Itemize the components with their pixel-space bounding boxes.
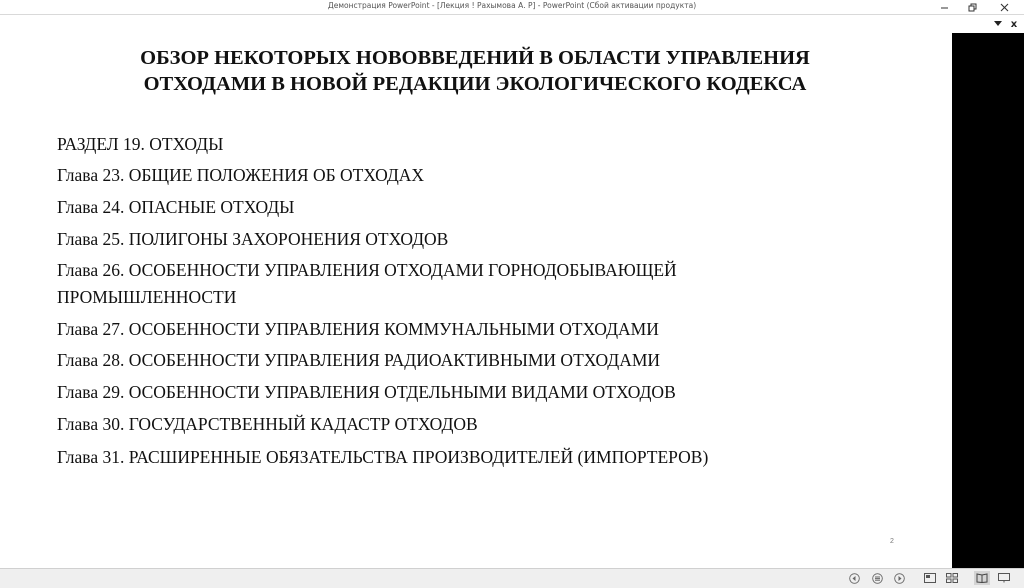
list-item-section-19: РАЗДЕЛ 19. ОТХОДЫ <box>57 134 224 154</box>
list-item-chapter-23: Глава 23. ОБЩИЕ ПОЛОЖЕНИЯ ОБ ОТХОДАХ <box>57 165 425 185</box>
list-item-chapter-29: Глава 29. ОСОБЕННОСТИ УПРАВЛЕНИЯ ОТДЕЛЬНЫМИ ВИДАМИ ОТХОДОВ <box>57 382 676 402</box>
restore-icon[interactable] <box>958 0 986 14</box>
slide-number: 2 <box>890 538 894 545</box>
slide-sorter-icon[interactable] <box>944 571 960 585</box>
reading-view-icon[interactable] <box>974 571 990 585</box>
list-item-chapter-26: Глава 26. ОСОБЕННОСТИ УПРАВЛЕНИЯ ОТХОДАМИ ГОРНОДОБЫВАЮЩЕЙ <box>57 260 677 280</box>
normal-view-icon[interactable] <box>922 571 938 585</box>
list-item-chapter-25: Глава 25. ПОЛИГОНЫ ЗАХОРОНЕНИЯ ОТХОДОВ <box>57 229 449 249</box>
close-icon[interactable] <box>990 0 1018 14</box>
slideshow-close-button[interactable]: x <box>1010 18 1018 30</box>
chevron-down-icon[interactable] <box>990 16 1006 32</box>
list-item-chapter-31: Глава 31. РАСШИРЕННЫЕ ОБЯЗАТЕЛЬСТВА ПРОИЗВОДИТЕЛЕЙ (ИМПОРТЕРОВ) <box>57 447 709 467</box>
slide-title-line-2: ОТХОДАМИ В НОВОЙ РЕДАКЦИИ ЭКОЛОГИЧЕСКОГО КОДЕКСА <box>143 73 807 95</box>
list-item-chapter-28: Глава 28. ОСОБЕННОСТИ УПРАВЛЕНИЯ РАДИОАКТИВНЫМИ ОТХОДАМИ <box>57 350 661 370</box>
window-title: Демонстрация PowerPoint - [Лекция ! Рахымова А. Р] - PowerPoint (Сбой активации продукта) <box>327 1 697 10</box>
slide-canvas <box>0 33 952 568</box>
slide-title <box>60 45 890 97</box>
slideshow-view-icon[interactable] <box>996 571 1012 585</box>
presenter-side-panel <box>952 33 1024 568</box>
status-bar <box>0 568 1024 588</box>
minimize-icon[interactable] <box>930 0 958 14</box>
list-item-chapter-30: Глава 30. ГОСУДАРСТВЕННЫЙ КАДАСТР ОТХОДОВ <box>57 414 478 434</box>
slide-title-line-1: ОБЗОР НЕКОТОРЫХ НОВОВВЕДЕНИЙ В ОБЛАСТИ УПРАВЛЕНИЯ <box>140 47 810 69</box>
list-item-chapter-26-cont: ПРОМЫШЛЕННОСТИ <box>57 287 237 307</box>
window-title-bar <box>0 0 1024 15</box>
list-item-chapter-24: Глава 24. ОПАСНЫЕ ОТХОДЫ <box>57 197 295 217</box>
previous-slide-icon[interactable] <box>846 571 862 585</box>
next-slide-icon[interactable] <box>891 571 907 585</box>
ribbon-strip <box>0 15 1024 33</box>
menu-icon[interactable] <box>869 571 885 585</box>
list-item-chapter-27: Глава 27. ОСОБЕННОСТИ УПРАВЛЕНИЯ КОММУНАЛЬНЫМИ ОТХОДАМИ <box>57 319 659 339</box>
